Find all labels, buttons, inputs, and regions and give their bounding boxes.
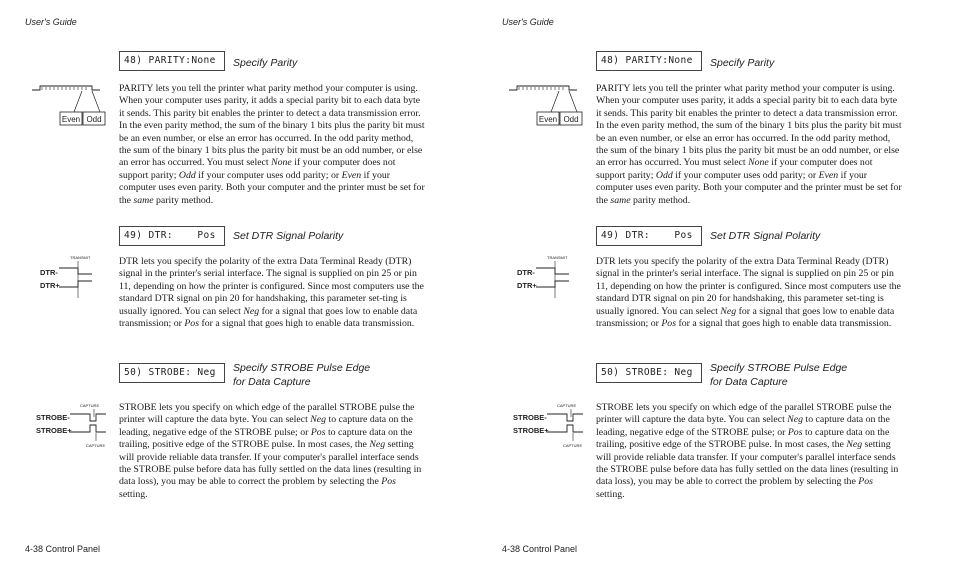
strobe-title bbox=[710, 361, 847, 389]
dtr-display: 49) DTR: Pos bbox=[119, 226, 225, 246]
dtr-diagram bbox=[40, 254, 100, 300]
strobe-title-line1: Specify STROBE Pulse Edge bbox=[710, 362, 848, 374]
strobe-body: STROBE lets you specify on which edge of the parallel STROBE pulse the printer will capture the data byte. You can select Neg to capture data on the leading, negative edge of the STROBE pulse; or Pos to capture data on the trailing, positive edge of the STROBE pulse. In most cases, the Neg setting will provide reliable data transfer. If your computer's parallel interface sends the STROBE pulse before data has fully settled on the data lines (resulting in data loss), you may be able to correct the problem by selecting the Pos setting. bbox=[596, 402, 899, 500]
page-right bbox=[477, 0, 954, 580]
dtr-transmit-label: TRANSMIT bbox=[70, 255, 91, 260]
strobe-title-line2: for Data Capture bbox=[710, 376, 788, 388]
parity-display: 48) PARITY:None bbox=[119, 51, 225, 71]
strobe-title bbox=[233, 361, 370, 389]
parity-body: PARITY lets you tell the printer what parity method your computer is using. When your computer uses parity, it adds a special parity bit to each data byte it sends. This parity bit enables the printer to detect a data transmission error. In the even parity method, the sum of the binary 1 bits plus the parity bit must be an even number, or else an error has occurred. In the odd parity method, the sum of the binary 1 bits plus the parity bit must be an odd number, or else an error has occurred. You must select None if your computer does not support parity; Odd if your computer uses odd parity; or Even if your computer uses even parity. Both your computer and the printer must be set for the same parity method. bbox=[119, 83, 425, 206]
dtr-neg-label: DTR- bbox=[40, 268, 58, 277]
dtr-diagram bbox=[517, 254, 577, 300]
running-footer: 4-38 Control Panel bbox=[25, 544, 101, 554]
strobe-diagram bbox=[36, 400, 112, 450]
parity-diagram bbox=[30, 80, 110, 130]
dtr-pos-label: DTR+ bbox=[40, 281, 60, 290]
dtr-transmit-label: TRANSMIT bbox=[547, 255, 568, 260]
strobe-title-line1: Specify STROBE Pulse Edge bbox=[233, 362, 371, 374]
parity-body: PARITY lets you tell the printer what parity method your computer is using. When your computer uses parity, it adds a special parity bit to each data byte it sends. This parity bit enables the printer to detect a data transmission error. In the even parity method, the sum of the binary 1 bits plus the parity bit must be an even number, or else an error has occurred. In the odd parity method, the sum of the binary 1 bits plus the parity bit must be an odd number, or else an error has occurred. You must select None if your computer does not support parity; Odd if your computer uses odd parity; or Even if your computer uses even parity. Both your computer and the printer must be set for the same parity method. bbox=[596, 83, 902, 206]
running-footer: 4-38 Control Panel bbox=[502, 544, 578, 554]
parity-option-even: Even bbox=[538, 115, 558, 124]
strobe-capture-bottom-label: CAPTURE bbox=[86, 443, 106, 448]
strobe-neg-label: STROBE- bbox=[513, 413, 547, 422]
strobe-body: STROBE lets you specify on which edge of the parallel STROBE pulse the printer will capture the data byte. You can select Neg to capture data on the leading, negative edge of the STROBE pulse; or Pos to capture data on the trailing, positive edge of the STROBE pulse. In most cases, the Neg setting will provide reliable data transfer. If your computer's parallel interface sends the STROBE pulse before data has fully settled on the data lines (resulting in data loss), you may be able to correct the problem by selecting the Pos setting. bbox=[119, 402, 422, 500]
strobe-capture-bottom-label: CAPTURE bbox=[563, 443, 583, 448]
parity-option-odd: Odd bbox=[563, 115, 579, 124]
parity-title: Specify Parity bbox=[233, 57, 298, 69]
parity-option-odd: Odd bbox=[86, 115, 102, 124]
strobe-capture-top-label: CAPTURE bbox=[80, 403, 100, 408]
strobe-diagram bbox=[513, 400, 589, 450]
parity-display: 48) PARITY:None bbox=[596, 51, 702, 71]
parity-option-even: Even bbox=[61, 115, 81, 124]
parity-title: Specify Parity bbox=[710, 57, 775, 69]
dtr-title: Set DTR Signal Polarity bbox=[710, 230, 821, 242]
strobe-pos-label: STROBE+ bbox=[36, 426, 72, 435]
strobe-title-line2: for Data Capture bbox=[233, 376, 311, 388]
strobe-pos-label: STROBE+ bbox=[513, 426, 549, 435]
strobe-capture-top-label: CAPTURE bbox=[557, 403, 577, 408]
dtr-body: DTR lets you specify the polarity of the extra Data Terminal Ready (DTR) signal in the printer's serial interface. The signal is supplied on pin 25 or pin 11, depending on how the printer is configured. Since most computers use the standard DTR signal on pin 20 for handshaking, this parameter set-ting is usually ignored. You can select Neg for a signal that goes low to enable data transmission; or Pos for a signal that goes high to enable data transmission. bbox=[119, 256, 424, 330]
dtr-display: 49) DTR: Pos bbox=[596, 226, 702, 246]
dtr-pos-label: DTR+ bbox=[517, 281, 537, 290]
dtr-body: DTR lets you specify the polarity of the extra Data Terminal Ready (DTR) signal in the printer's serial interface. The signal is supplied on pin 25 or pin 11, depending on how the printer is configured. Since most computers use the standard DTR signal on pin 20 for handshaking, this parameter set-ting is usually ignored. You can select Neg for a signal that goes low to enable data transmission; or Pos for a signal that goes high to enable data transmission. bbox=[596, 256, 901, 330]
running-header: User's Guide bbox=[502, 17, 554, 27]
dtr-title: Set DTR Signal Polarity bbox=[233, 230, 344, 242]
parity-diagram bbox=[507, 80, 587, 130]
strobe-display: 50) STROBE: Neg bbox=[596, 363, 702, 383]
strobe-neg-label: STROBE- bbox=[36, 413, 70, 422]
strobe-display: 50) STROBE: Neg bbox=[119, 363, 225, 383]
running-header: User's Guide bbox=[25, 17, 77, 27]
dtr-neg-label: DTR- bbox=[517, 268, 535, 277]
